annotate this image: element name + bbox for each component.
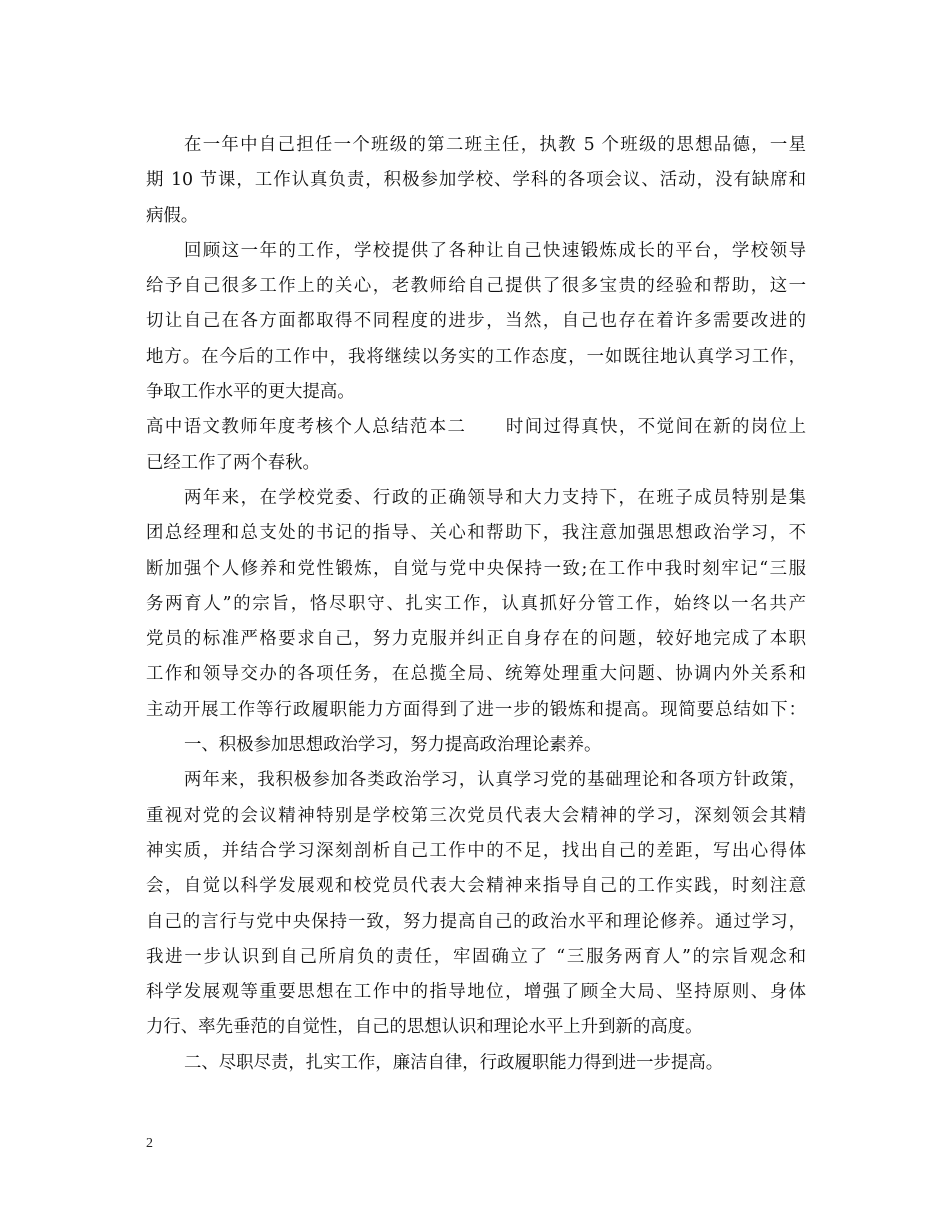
- text-line: 工作和领导交办的各项任务，在总揽全局、统筹处理重大问题、协调内外关系和: [146, 664, 806, 685]
- text-line: 争取工作水平的更大提高。: [146, 382, 355, 403]
- text-line: 自己的言行与党中央保持一致，努力提高自己的政治水平和理论修养。通过学习，: [146, 911, 806, 932]
- section-heading-line: [146, 410, 806, 445]
- text-line: 期 10 节课，工作认真负责，积极参加学校、学科的各项会议、活动，没有缺席和: [146, 170, 806, 191]
- section-heading-continuation: 时间过得真快，不觉间在新的岗位上: [504, 417, 806, 438]
- text-line: 神实质，并结合学习深刻剖析自己工作中的不足，找出自己的差距，写出心得体: [146, 840, 806, 861]
- text-line: 切让自己在各方面都取得不同程度的进步，当然，自己也存在着许多需要改进的: [146, 311, 806, 332]
- text-line: 务两育人”的宗旨，恪尽职守、扎实工作，认真抓好分管工作，始终以一名共产: [146, 593, 806, 614]
- section-heading-title: 高中语文教师年度考核个人总结范本二: [146, 417, 467, 438]
- text-line: 重视对党的会议精神特别是学校第三次党员代表大会精神的学习，深刻领会其精: [146, 805, 806, 826]
- text-line: 两年来，在学校党委、行政的正确领导和大力支持下，在班子成员特别是集: [184, 487, 806, 508]
- text-line: 团总经理和总支处的书记的指导、关心和帮助下，我注意加强思想政治学习，不: [146, 523, 806, 544]
- text-line: 我进一步认识到自己所肩负的责任，牢固确立了 “三服务两育人”的宗旨观念和: [146, 946, 806, 967]
- text-line: 会，自觉以科学发展观和校党员代表大会精神来指导自己的工作实践，时刻注意: [146, 876, 806, 897]
- text-line: 病假。: [146, 205, 199, 226]
- document-body: [146, 128, 806, 1081]
- text-line: 科学发展观等重要思想在工作中的指导地位，增强了顾全大局、坚持原则、身体: [146, 982, 806, 1003]
- text-line: 地方。在今后的工作中，我将继续以务实的工作态度，一如既往地认真学习工作，: [146, 346, 806, 367]
- text-line: 断加强个人修养和党性锻炼，自觉与党中央保持一致;在工作中我时刻牢记“三服: [146, 558, 806, 579]
- text-line: 已经工作了两个春秋。: [146, 452, 320, 473]
- text-line: 回顾这一年的工作，学校提供了各种让自己快速锻炼成长的平台，学校领导: [184, 240, 806, 261]
- text-line: 两年来，我积极参加各类政治学习，认真学习党的基础理论和各项方针政策，: [184, 770, 806, 791]
- text-line: 在一年中自己担任一个班级的第二班主任，执教 5 个班级的思想品德，一星: [184, 135, 806, 155]
- page-number: 2: [146, 1136, 153, 1151]
- text-line: 党员的标准严格要求自己，努力克服并纠正自身存在的问题，较好地完成了本职: [146, 629, 806, 650]
- numbered-heading: 二、尽职尽责，扎实工作，廉洁自律，行政履职能力得到进一步提高。: [184, 1052, 724, 1073]
- numbered-heading: 一、积极参加思想政治学习，努力提高政治理论素养。: [184, 735, 602, 756]
- text-line: 主动开展工作等行政履职能力方面得到了进一步的锻炼和提高。现简要总结如下：: [146, 699, 806, 720]
- text-line: 给予自己很多工作上的关心，老教师给自己提供了很多宝贵的经验和帮助，这一: [146, 276, 806, 297]
- text-line: 力行、率先垂范的自觉性，自己的思想认识和理论水平上升到新的高度。: [146, 1017, 703, 1038]
